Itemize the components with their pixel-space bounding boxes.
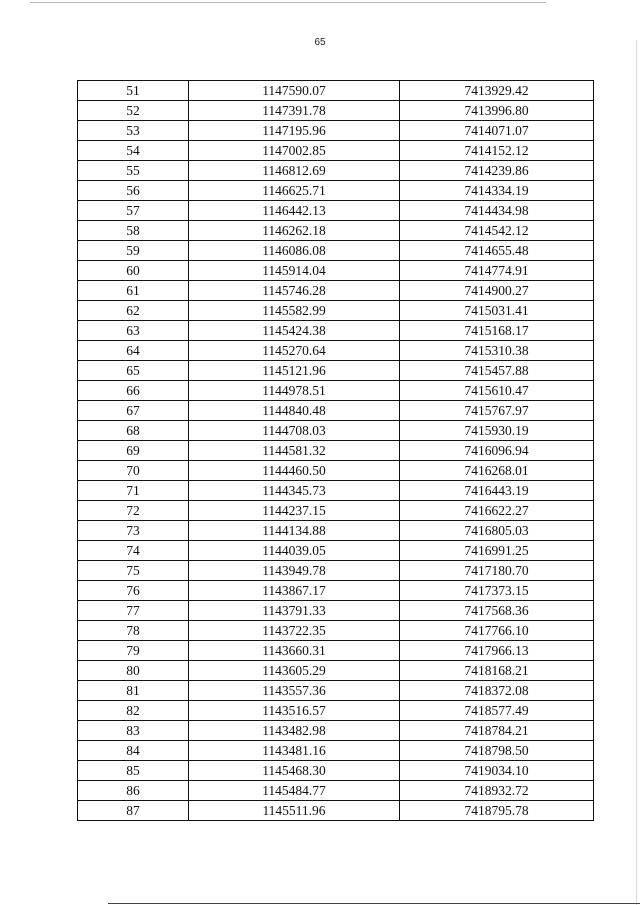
- y-coordinate-cell: 7414542.12: [400, 221, 594, 241]
- table-row: [78, 801, 594, 821]
- table-row: [78, 661, 594, 681]
- x-coordinate-cell: 1144460.50: [189, 461, 400, 481]
- point-number-cell: 57: [78, 201, 189, 221]
- table-row: [78, 161, 594, 181]
- x-coordinate-cell: 1143867.17: [189, 581, 400, 601]
- y-coordinate-cell: 7416268.01: [400, 461, 594, 481]
- x-coordinate-cell: 1146086.08: [189, 241, 400, 261]
- point-number-cell: 69: [78, 441, 189, 461]
- table-row: [78, 681, 594, 701]
- table-row: [78, 81, 594, 101]
- x-coordinate-cell: 1143516.57: [189, 701, 400, 721]
- table-row: [78, 121, 594, 141]
- table-row: [78, 421, 594, 441]
- point-number-cell: 78: [78, 621, 189, 641]
- y-coordinate-cell: 7415610.47: [400, 381, 594, 401]
- y-coordinate-cell: 7417180.70: [400, 561, 594, 581]
- x-coordinate-cell: 1145511.96: [189, 801, 400, 821]
- point-number-cell: 77: [78, 601, 189, 621]
- y-coordinate-cell: 7416991.25: [400, 541, 594, 561]
- y-coordinate-cell: 7414655.48: [400, 241, 594, 261]
- y-coordinate-cell: 7415168.17: [400, 321, 594, 341]
- table-row: [78, 481, 594, 501]
- y-coordinate-cell: 7418372.08: [400, 681, 594, 701]
- table-row: [78, 761, 594, 781]
- y-coordinate-cell: 7413996.80: [400, 101, 594, 121]
- table-row: [78, 501, 594, 521]
- point-number-cell: 56: [78, 181, 189, 201]
- coordinates-table: [77, 80, 594, 821]
- y-coordinate-cell: 7416443.19: [400, 481, 594, 501]
- y-coordinate-cell: 7415310.38: [400, 341, 594, 361]
- table-row: [78, 441, 594, 461]
- x-coordinate-cell: 1147002.85: [189, 141, 400, 161]
- x-coordinate-cell: 1145468.30: [189, 761, 400, 781]
- x-coordinate-cell: 1147590.07: [189, 81, 400, 101]
- y-coordinate-cell: 7418577.49: [400, 701, 594, 721]
- table-row: [78, 261, 594, 281]
- x-coordinate-cell: 1144708.03: [189, 421, 400, 441]
- point-number-cell: 52: [78, 101, 189, 121]
- table-row: [78, 641, 594, 661]
- point-number-cell: 55: [78, 161, 189, 181]
- y-coordinate-cell: 7414900.27: [400, 281, 594, 301]
- x-coordinate-cell: 1144345.73: [189, 481, 400, 501]
- y-coordinate-cell: 7416805.03: [400, 521, 594, 541]
- point-number-cell: 58: [78, 221, 189, 241]
- bottom-scan-rule: [108, 903, 640, 904]
- y-coordinate-cell: 7417568.36: [400, 601, 594, 621]
- point-number-cell: 66: [78, 381, 189, 401]
- table-row: [78, 601, 594, 621]
- y-coordinate-cell: 7419034.10: [400, 761, 594, 781]
- point-number-cell: 53: [78, 121, 189, 141]
- table-row: [78, 541, 594, 561]
- point-number-cell: 62: [78, 301, 189, 321]
- x-coordinate-cell: 1145424.38: [189, 321, 400, 341]
- y-coordinate-cell: 7418798.50: [400, 741, 594, 761]
- point-number-cell: 51: [78, 81, 189, 101]
- y-coordinate-cell: 7414239.86: [400, 161, 594, 181]
- y-coordinate-cell: 7414434.98: [400, 201, 594, 221]
- x-coordinate-cell: 1146812.69: [189, 161, 400, 181]
- y-coordinate-cell: 7418932.72: [400, 781, 594, 801]
- y-coordinate-cell: 7413929.42: [400, 81, 594, 101]
- x-coordinate-cell: 1143722.35: [189, 621, 400, 641]
- x-coordinate-cell: 1146625.71: [189, 181, 400, 201]
- x-coordinate-cell: 1144039.05: [189, 541, 400, 561]
- coordinates-table-body: [78, 81, 594, 821]
- x-coordinate-cell: 1143949.78: [189, 561, 400, 581]
- point-number-cell: 54: [78, 141, 189, 161]
- point-number-cell: 87: [78, 801, 189, 821]
- x-coordinate-cell: 1143791.33: [189, 601, 400, 621]
- point-number-cell: 86: [78, 781, 189, 801]
- y-coordinate-cell: 7415457.88: [400, 361, 594, 381]
- x-coordinate-cell: 1143660.31: [189, 641, 400, 661]
- table-row: [78, 581, 594, 601]
- point-number-cell: 64: [78, 341, 189, 361]
- y-coordinate-cell: 7417766.10: [400, 621, 594, 641]
- y-coordinate-cell: 7418795.78: [400, 801, 594, 821]
- table-row: [78, 621, 594, 641]
- x-coordinate-cell: 1145121.96: [189, 361, 400, 381]
- table-row: [78, 221, 594, 241]
- table-row: [78, 241, 594, 261]
- y-coordinate-cell: 7417373.15: [400, 581, 594, 601]
- point-number-cell: 67: [78, 401, 189, 421]
- table-row: [78, 781, 594, 801]
- point-number-cell: 61: [78, 281, 189, 301]
- x-coordinate-cell: 1146262.18: [189, 221, 400, 241]
- point-number-cell: 83: [78, 721, 189, 741]
- page-number: 65: [314, 37, 326, 48]
- table-row: [78, 381, 594, 401]
- point-number-cell: 80: [78, 661, 189, 681]
- point-number-cell: 63: [78, 321, 189, 341]
- point-number-cell: 65: [78, 361, 189, 381]
- point-number-cell: 60: [78, 261, 189, 281]
- point-number-cell: 75: [78, 561, 189, 581]
- x-coordinate-cell: 1144978.51: [189, 381, 400, 401]
- table-row: [78, 461, 594, 481]
- y-coordinate-cell: 7415930.19: [400, 421, 594, 441]
- x-coordinate-cell: 1145746.28: [189, 281, 400, 301]
- x-coordinate-cell: 1147391.78: [189, 101, 400, 121]
- table-row: [78, 141, 594, 161]
- x-coordinate-cell: 1145484.77: [189, 781, 400, 801]
- y-coordinate-cell: 7415031.41: [400, 301, 594, 321]
- table-row: [78, 361, 594, 381]
- right-scan-rule: [636, 40, 637, 905]
- table-row: [78, 741, 594, 761]
- x-coordinate-cell: 1147195.96: [189, 121, 400, 141]
- x-coordinate-cell: 1143605.29: [189, 661, 400, 681]
- table-row: [78, 521, 594, 541]
- point-number-cell: 59: [78, 241, 189, 261]
- y-coordinate-cell: 7414774.91: [400, 261, 594, 281]
- y-coordinate-cell: 7418168.21: [400, 661, 594, 681]
- top-scan-rule: [30, 2, 546, 3]
- point-number-cell: 85: [78, 761, 189, 781]
- point-number-cell: 76: [78, 581, 189, 601]
- x-coordinate-cell: 1143557.36: [189, 681, 400, 701]
- y-coordinate-cell: 7416622.27: [400, 501, 594, 521]
- y-coordinate-cell: 7414152.12: [400, 141, 594, 161]
- point-number-cell: 79: [78, 641, 189, 661]
- table-row: [78, 401, 594, 421]
- point-number-cell: 73: [78, 521, 189, 541]
- y-coordinate-cell: 7414071.07: [400, 121, 594, 141]
- y-coordinate-cell: 7417966.13: [400, 641, 594, 661]
- x-coordinate-cell: 1145582.99: [189, 301, 400, 321]
- x-coordinate-cell: 1144581.32: [189, 441, 400, 461]
- x-coordinate-cell: 1144237.15: [189, 501, 400, 521]
- x-coordinate-cell: 1144134.88: [189, 521, 400, 541]
- y-coordinate-cell: 7418784.21: [400, 721, 594, 741]
- table-row: [78, 561, 594, 581]
- table-row: [78, 701, 594, 721]
- table-row: [78, 201, 594, 221]
- x-coordinate-cell: 1143482.98: [189, 721, 400, 741]
- table-row: [78, 341, 594, 361]
- y-coordinate-cell: 7415767.97: [400, 401, 594, 421]
- table-row: [78, 721, 594, 741]
- point-number-cell: 81: [78, 681, 189, 701]
- point-number-cell: 82: [78, 701, 189, 721]
- table-row: [78, 281, 594, 301]
- x-coordinate-cell: 1145914.04: [189, 261, 400, 281]
- y-coordinate-cell: 7416096.94: [400, 441, 594, 461]
- x-coordinate-cell: 1144840.48: [189, 401, 400, 421]
- table-row: [78, 181, 594, 201]
- point-number-cell: 68: [78, 421, 189, 441]
- x-coordinate-cell: 1143481.16: [189, 741, 400, 761]
- point-number-cell: 70: [78, 461, 189, 481]
- table-row: [78, 301, 594, 321]
- point-number-cell: 72: [78, 501, 189, 521]
- x-coordinate-cell: 1146442.13: [189, 201, 400, 221]
- table-row: [78, 321, 594, 341]
- table-row: [78, 101, 594, 121]
- y-coordinate-cell: 7414334.19: [400, 181, 594, 201]
- point-number-cell: 84: [78, 741, 189, 761]
- point-number-cell: 74: [78, 541, 189, 561]
- x-coordinate-cell: 1145270.64: [189, 341, 400, 361]
- point-number-cell: 71: [78, 481, 189, 501]
